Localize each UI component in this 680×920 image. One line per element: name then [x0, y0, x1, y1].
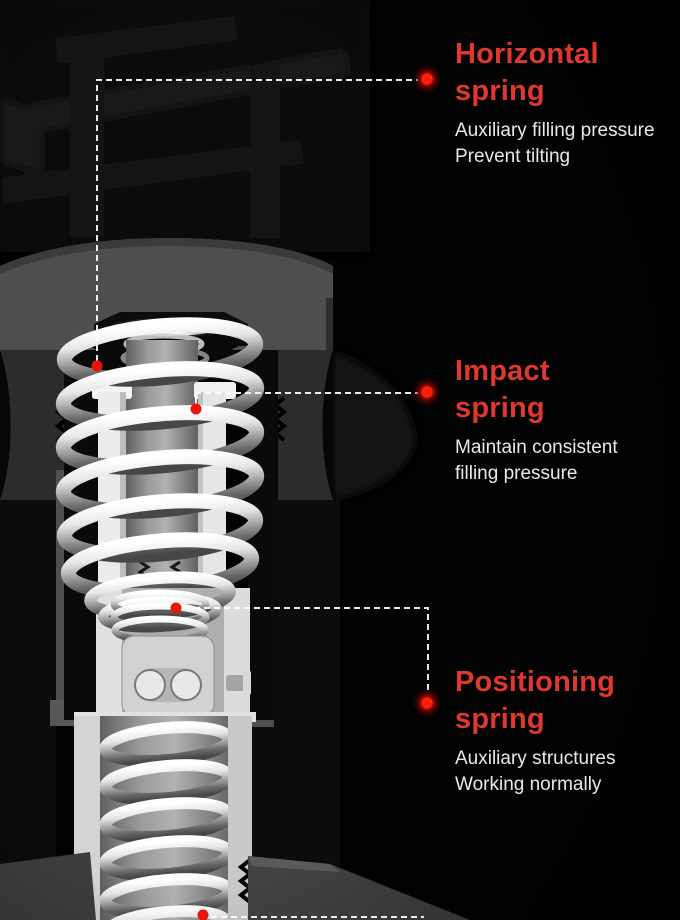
annotation-horizontal-spring	[455, 36, 673, 170]
desc-line: Auxiliary structures	[455, 748, 616, 769]
title-line: spring	[455, 703, 545, 735]
title-line: spring	[455, 392, 545, 424]
annotation-description	[455, 118, 673, 170]
title-line: Impact	[455, 355, 550, 387]
title-line: spring	[455, 75, 545, 107]
desc-line: Working normally	[455, 774, 602, 795]
annotation-description	[455, 746, 673, 798]
annotation-description	[455, 435, 673, 487]
annotation-title	[455, 36, 673, 110]
annotation-title	[455, 664, 673, 738]
title-line: Positioning	[455, 666, 616, 698]
annotation-title	[455, 353, 673, 427]
title-line: Horizontal	[455, 38, 599, 70]
annotation-impact-spring	[455, 353, 673, 487]
desc-line: Prevent tilting	[455, 146, 571, 167]
desc-line: filling pressure	[455, 463, 578, 484]
desc-line: Auxiliary filling pressure	[455, 120, 655, 141]
annotation-positioning-spring	[455, 664, 673, 798]
desc-line: Maintain consistent	[455, 437, 618, 458]
